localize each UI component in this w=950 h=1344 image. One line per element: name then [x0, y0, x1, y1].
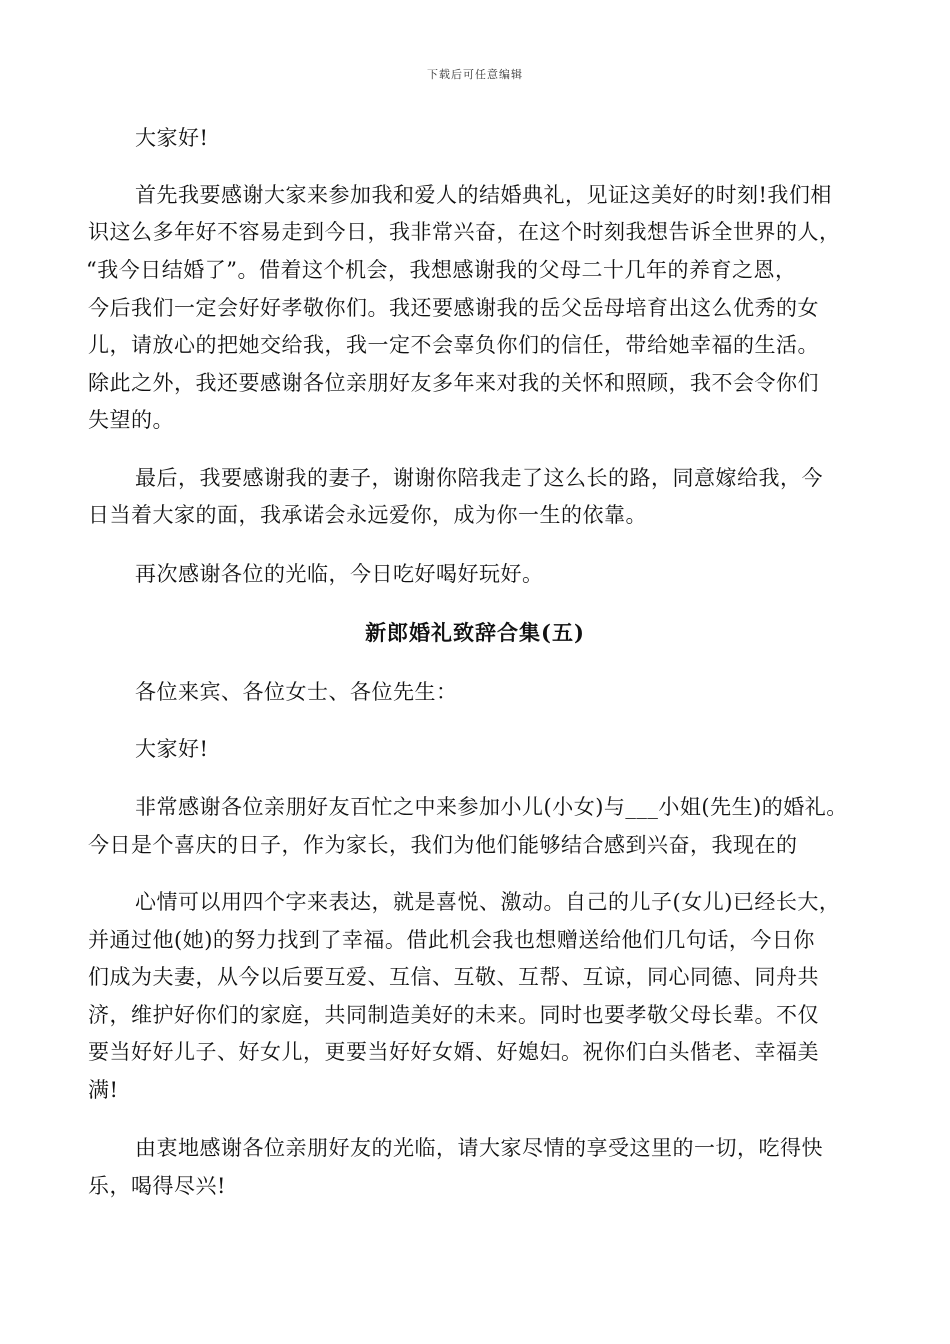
paragraph-line: 今后我们一定会好好孝敬你们。我还要感谢我的岳父岳母培育出这么优秀的女	[88, 296, 819, 320]
greeting-line: 大家好!	[135, 126, 209, 150]
paragraph-line: 乐，喝得尽兴!	[88, 1174, 226, 1198]
paragraph-line: 并通过他(她)的努力找到了幸福。借此机会我也想赠送给他们几句话，今日你	[88, 928, 815, 952]
page-header-note: 下载后可任意编辑	[427, 68, 523, 81]
paragraph-line: “我今日结婚了”。借着这个机会，我想感谢我的父母二十几年的养育之恩，	[86, 258, 797, 282]
paragraph-line: 最后，我要感谢我的妻子，谢谢你陪我走了这么长的路，同意嫁给我，今	[135, 466, 823, 490]
paragraph-line: 满!	[88, 1078, 119, 1102]
paragraph-line: 识这么多年好不容易走到今日，我非常兴奋，在这个时刻我想告诉全世界的人，	[88, 220, 841, 244]
paragraph-line: 除此之外，我还要感谢各位亲朋好友多年来对我的关怀和照顾，我不会令你们	[88, 371, 819, 395]
salutation-line: 各位来宾、各位女士、各位先生：	[135, 680, 458, 704]
paragraph-line: 再次感谢各位的光临，今日吃好喝好玩好。	[135, 562, 544, 586]
paragraph-line: 失望的。	[88, 408, 174, 432]
paragraph-line: 要当好好儿子、好女儿，更要当好好女婿、好媳妇。祝你们白头偕老、幸福美	[88, 1040, 819, 1064]
section-title: 新郎婚礼致辞合集(五)	[365, 620, 585, 645]
paragraph-line: 济，维护好你们的家庭，共同制造美好的未来。同时也要孝敬父母长辈。不仅	[88, 1003, 819, 1027]
greeting-line: 大家好!	[135, 737, 209, 761]
paragraph-line: 非常感谢各位亲朋好友百忙之中来参加小儿(小女)与___小姐(先生)的婚礼。	[135, 795, 848, 819]
paragraph-line: 今日是个喜庆的日子，作为家长，我们为他们能够结合感到兴奋，我现在的	[88, 833, 798, 857]
paragraph-line: 由衷地感谢各位亲朋好友的光临，请大家尽情的享受这里的一切，吃得快	[135, 1136, 823, 1160]
paragraph-line: 首先我要感谢大家来参加我和爱人的结婚典礼，见证这美好的时刻!我们相	[135, 183, 832, 207]
paragraph-line: 儿，请放心的把她交给我，我一定不会辜负你们的信任，带给她幸福的生活。	[88, 333, 819, 357]
paragraph-line: 心情可以用四个字来表达，就是喜悦、激动。自己的儿子(女儿)已经长大，	[135, 890, 841, 914]
paragraph-line: 日当着大家的面，我承诺会永远爱你，成为你一生的依靠。	[88, 503, 647, 527]
paragraph-line: 们成为夫妻，从今以后要互爱、互信、互敬、互帮、互谅，同心同德、同舟共	[88, 965, 819, 989]
